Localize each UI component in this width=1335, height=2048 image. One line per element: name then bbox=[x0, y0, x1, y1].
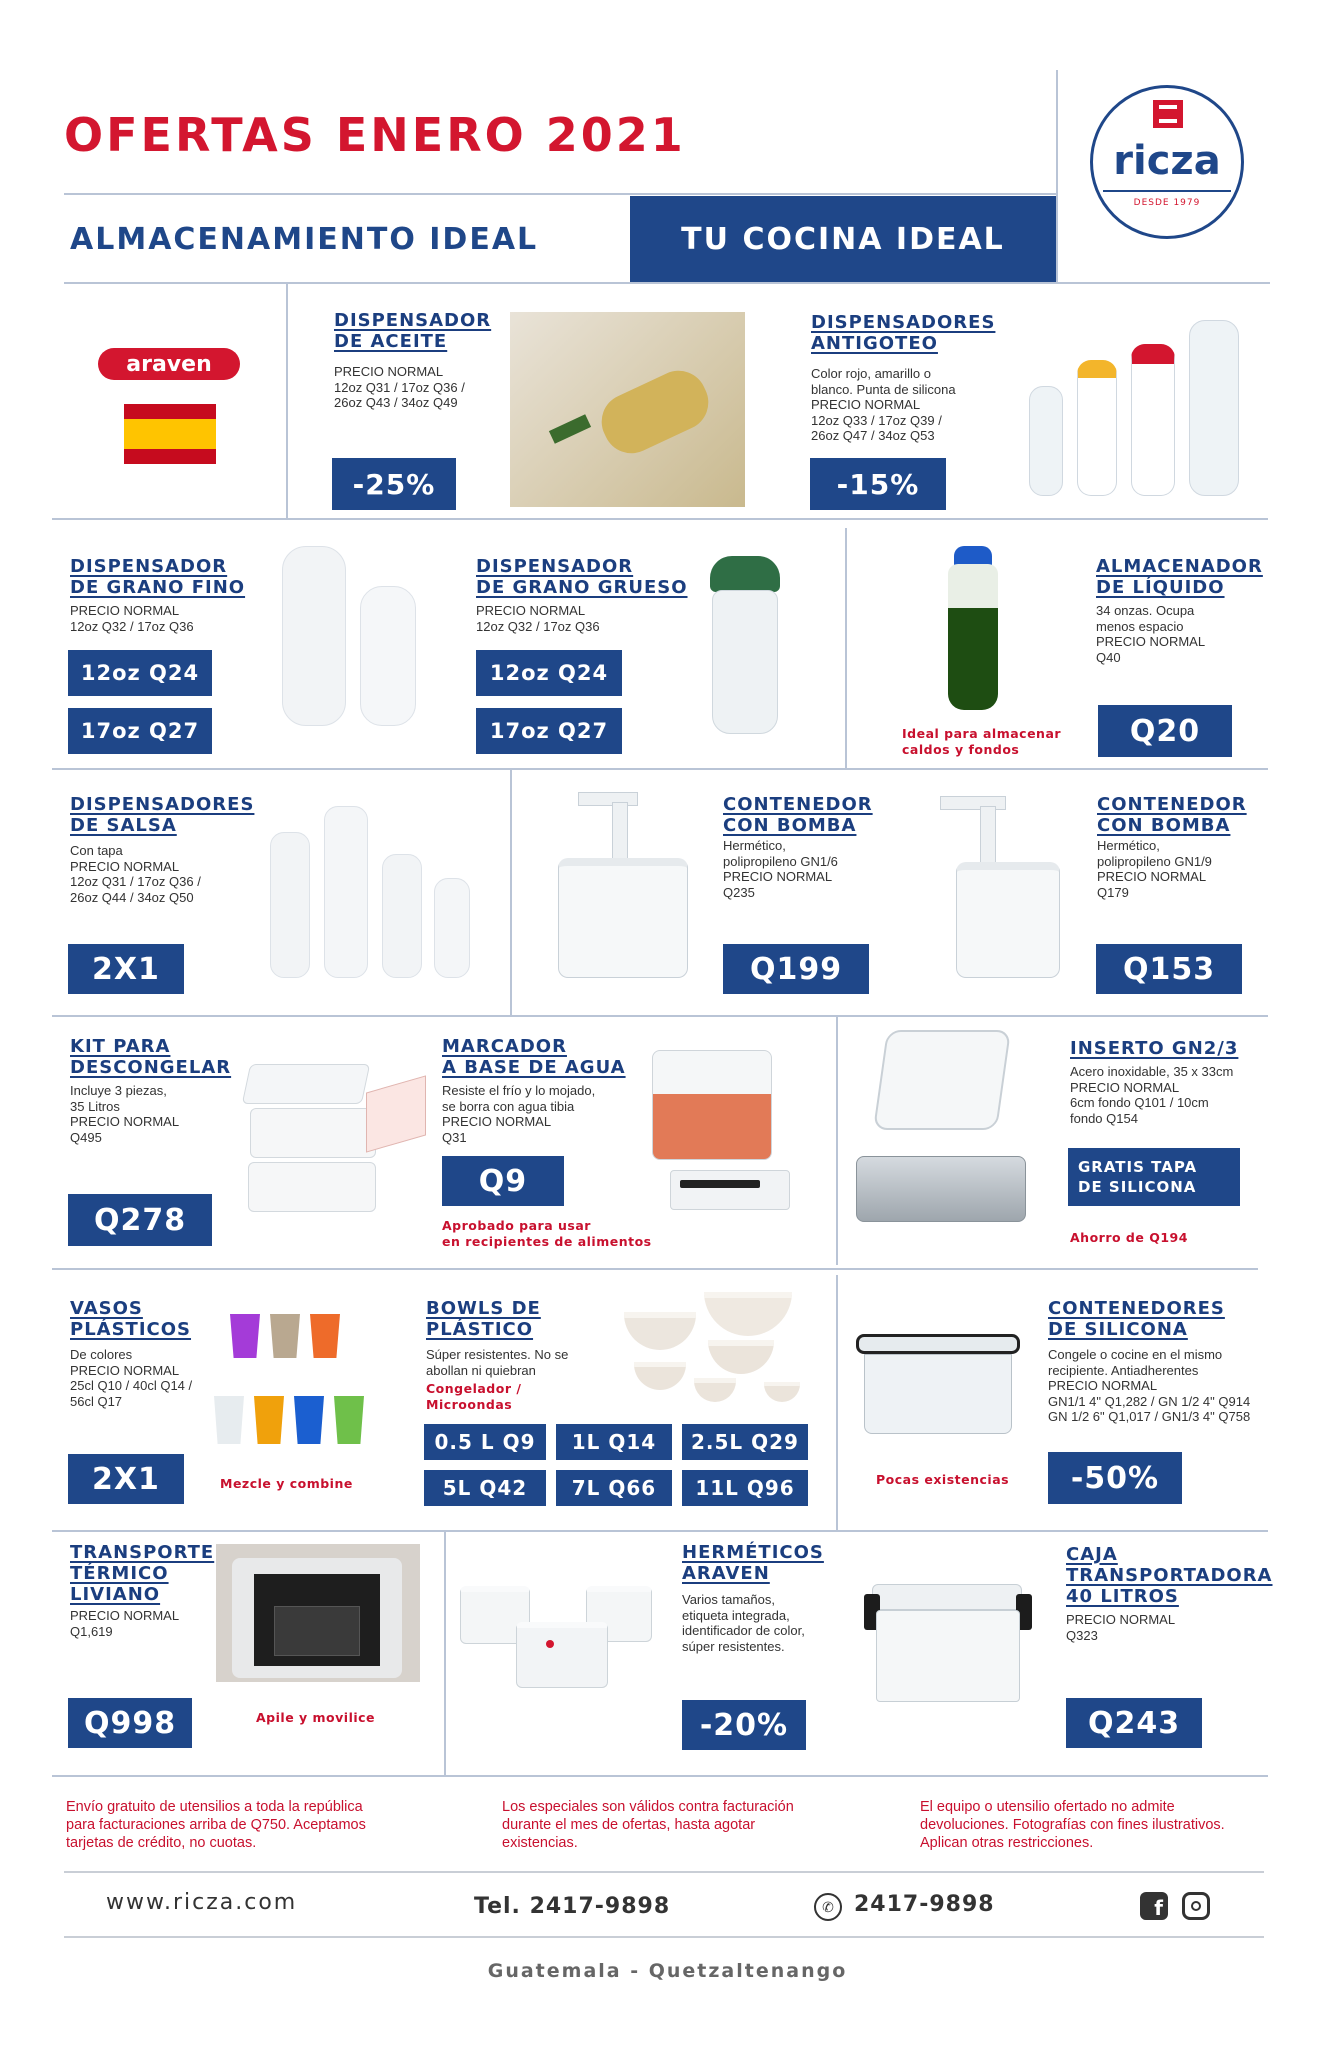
araven-logo: araven bbox=[98, 348, 240, 380]
salsa-price: 2X1 bbox=[68, 944, 184, 994]
silicona-title: CONTENEDORES DE SILICONA bbox=[1048, 1298, 1225, 1340]
vasos-title: VASOS PLÁSTICOS bbox=[70, 1298, 192, 1340]
silicone-container-image bbox=[846, 1324, 1030, 1444]
bomba1-title: CONTENEDOR CON BOMBA bbox=[723, 794, 873, 836]
transporte-price: Q998 bbox=[68, 1698, 192, 1748]
website-link[interactable]: www.ricza.com bbox=[106, 1890, 298, 1915]
footer-cities: Guatemala - Quetzaltenango bbox=[487, 1960, 848, 1982]
silicona-note: Pocas existencias bbox=[876, 1472, 1010, 1487]
bowls-price-0.5l: 0.5 L Q9 bbox=[424, 1424, 546, 1460]
aceite-discount: -25% bbox=[332, 458, 456, 510]
antigoteo-title: DISPENSADORES ANTIGOTEO bbox=[811, 312, 996, 354]
pump-container-gn16-image bbox=[548, 792, 698, 978]
caja-desc: PRECIO NORMAL Q323 bbox=[1066, 1612, 1176, 1643]
bowls-price-2.5l: 2.5L Q29 bbox=[682, 1424, 808, 1460]
kit-price: Q278 bbox=[68, 1194, 212, 1246]
thermal-transport-van-image bbox=[216, 1544, 420, 1682]
marcador-title: MARCADOR A BASE DE AGUA bbox=[442, 1036, 626, 1078]
whatsapp-icon[interactable]: ✆ bbox=[814, 1893, 842, 1921]
instagram-icon[interactable] bbox=[1182, 1892, 1210, 1920]
salsa-desc: Con tapa PRECIO NORMAL 12oz Q31 / 17oz Q36 / 26oz Q44 / 34oz Q50 bbox=[70, 843, 201, 905]
liquido-note: Ideal para almacenar caldos y fondos bbox=[902, 726, 1062, 757]
plastic-bowls-image bbox=[604, 1290, 808, 1406]
bomba2-price: Q153 bbox=[1096, 944, 1242, 994]
transporte-note: Apile y movilice bbox=[256, 1710, 376, 1725]
hermeticos-title: HERMÉTICOS ARAVEN bbox=[682, 1542, 824, 1584]
transporte-title: TRANSPORTE TÉRMICO LIVIANO bbox=[70, 1542, 215, 1605]
transporte-desc: PRECIO NORMAL Q1,619 bbox=[70, 1608, 180, 1639]
caja-title: CAJA TRANSPORTADORA 40 LITROS bbox=[1066, 1544, 1273, 1607]
gn-insert-image bbox=[856, 1030, 1026, 1225]
kit-desc: Incluye 3 piezas, 35 Litros PRECIO NORMAL Q495 bbox=[70, 1083, 180, 1145]
grano-fino-price-12oz: 12oz Q24 bbox=[68, 650, 212, 696]
bowls-price-11l: 11L Q96 bbox=[682, 1470, 808, 1506]
page-title: OFERTAS ENERO 2021 bbox=[64, 108, 686, 162]
spain-flag bbox=[124, 404, 216, 464]
bowls-note: Congelador / Microondas bbox=[426, 1381, 522, 1412]
aceite-title: DISPENSADOR DE ACEITE bbox=[334, 310, 492, 352]
inserto-title: INSERTO GN2/3 bbox=[1070, 1038, 1239, 1059]
footer-note-devoluciones: El equipo o utensilio ofertado no admite devoluciones. Fotografías con fines ilustrativos. Aplican otras restricciones. bbox=[920, 1799, 1225, 1851]
facebook-icon[interactable]: f bbox=[1140, 1892, 1168, 1920]
squeeze-bottles-image bbox=[1025, 316, 1265, 496]
bowls-price-5l: 5L Q42 bbox=[424, 1470, 546, 1506]
tab-tu-cocina: TU COCINA IDEAL bbox=[630, 196, 1056, 282]
vasos-desc: De colores PRECIO NORMAL 25cl Q10 / 40cl Q14 / 56cl Q17 bbox=[70, 1347, 193, 1409]
vasos-price: 2X1 bbox=[68, 1454, 184, 1504]
phone-number[interactable]: Tel. 2417-9898 bbox=[474, 1894, 671, 1919]
bomba2-title: CONTENEDOR CON BOMBA bbox=[1097, 794, 1247, 836]
ricza-logo-tagline: DESDE 1979 bbox=[1133, 198, 1201, 208]
liquid-container-image bbox=[948, 546, 998, 712]
transport-box-image bbox=[860, 1584, 1036, 1704]
footer-note-especiales: Los especiales son válidos contra facturación durante el mes de ofertas, hasta agotar existencias. bbox=[502, 1799, 794, 1851]
salsa-title: DISPENSADORES DE SALSA bbox=[70, 794, 255, 836]
oil-dispenser-image bbox=[510, 312, 745, 507]
grano-fino-title: DISPENSADOR DE GRANO FINO bbox=[70, 556, 246, 598]
bowls-price-7l: 7L Q66 bbox=[556, 1470, 672, 1506]
marcador-desc: Resiste el frío y lo mojado, se borra con agua tibia PRECIO NORMAL Q31 bbox=[442, 1083, 596, 1145]
inserto-note: Ahorro de Q194 bbox=[1070, 1230, 1188, 1245]
liquido-title: ALMACENADOR DE LÍQUIDO bbox=[1096, 556, 1263, 598]
grano-grueso-price-12oz: 12oz Q24 bbox=[476, 650, 622, 696]
liquido-desc: 34 onzas. Ocupa menos espacio PRECIO NORMAL Q40 bbox=[1096, 603, 1206, 665]
hermeticos-discount: -20% bbox=[682, 1700, 806, 1750]
hermeticos-desc: Varios tamaños, etiqueta integrada, identificador de color, súper resistentes. bbox=[682, 1592, 805, 1654]
aceite-desc: PRECIO NORMAL 12oz Q31 / 17oz Q36 / 26oz Q43 / 34oz Q49 bbox=[334, 364, 465, 410]
vasos-note: Mezcle y combine bbox=[220, 1476, 353, 1491]
marker-container-image bbox=[650, 1050, 800, 1250]
caja-price: Q243 bbox=[1066, 1698, 1202, 1748]
bowls-desc: Súper resistentes. No se abollan ni quiebran bbox=[426, 1347, 569, 1378]
grano-grueso-desc: PRECIO NORMAL 12oz Q32 / 17oz Q36 bbox=[476, 603, 600, 634]
plastic-cups-image bbox=[214, 1312, 374, 1452]
pump-container-gn19-image bbox=[930, 796, 1070, 982]
kit-title: KIT PARA DESCONGELAR bbox=[70, 1036, 232, 1078]
inserto-free-lid: GRATIS TAPA DE SILICONA bbox=[1068, 1148, 1240, 1206]
ricza-logo-text: ricza bbox=[1113, 138, 1221, 184]
fine-grain-dispenser-image bbox=[278, 546, 428, 736]
bomba2-desc: Hermético, polipropileno GN1/9 PRECIO NORMAL Q179 bbox=[1097, 838, 1212, 900]
marcador-price: Q9 bbox=[442, 1156, 564, 1206]
liquido-price: Q20 bbox=[1098, 705, 1232, 757]
grano-grueso-price-17oz: 17oz Q27 bbox=[476, 708, 622, 754]
sauce-bottles-image bbox=[262, 782, 482, 978]
silicona-desc: Congele o cocine en el mismo recipiente. Antiadherentes PRECIO NORMAL GN1/1 4" Q1,282 / GN 1/2 4" Q914 GN 1/2 6" Q1,017 / GN1/3 4" Q758 bbox=[1048, 1347, 1251, 1424]
bomba1-desc: Hermético, polipropileno GN1/6 PRECIO NORMAL Q235 bbox=[723, 838, 838, 900]
antigoteo-discount: -15% bbox=[810, 458, 946, 510]
inserto-desc: Acero inoxidable, 35 x 33cm PRECIO NORMAL 6cm fondo Q101 / 10cm fondo Q154 bbox=[1070, 1064, 1234, 1126]
hermetic-containers-image bbox=[456, 1586, 656, 1690]
marcador-note: Aprobado para usar en recipientes de alimentos bbox=[442, 1218, 652, 1249]
ricza-logo bbox=[1090, 85, 1244, 239]
bowls-title: BOWLS DE PLÁSTICO bbox=[426, 1298, 541, 1340]
coarse-grain-dispenser-image bbox=[706, 556, 786, 736]
footer-note-envio: Envío gratuito de utensilios a toda la república para facturaciones arriba de Q750. Aceptamos tarjetas de crédito, no cuotas. bbox=[66, 1799, 366, 1851]
grano-grueso-title: DISPENSADOR DE GRANO GRUESO bbox=[476, 556, 688, 598]
grano-fino-desc: PRECIO NORMAL 12oz Q32 / 17oz Q36 bbox=[70, 603, 194, 634]
bomba1-price: Q199 bbox=[723, 944, 869, 994]
defrost-kit-image bbox=[236, 1064, 426, 1212]
silicona-discount: -50% bbox=[1048, 1452, 1182, 1504]
whatsapp-number[interactable]: 2417-9898 bbox=[854, 1892, 995, 1917]
grano-fino-price-17oz: 17oz Q27 bbox=[68, 708, 212, 754]
bowls-price-1l: 1L Q14 bbox=[556, 1424, 672, 1460]
antigoteo-desc: Color rojo, amarillo o blanco. Punta de silicona PRECIO NORMAL 12oz Q33 / 17oz Q39 / 26oz Q47 / 34oz Q53 bbox=[811, 366, 956, 443]
tab-almacenamiento: ALMACENAMIENTO IDEAL bbox=[70, 222, 539, 257]
